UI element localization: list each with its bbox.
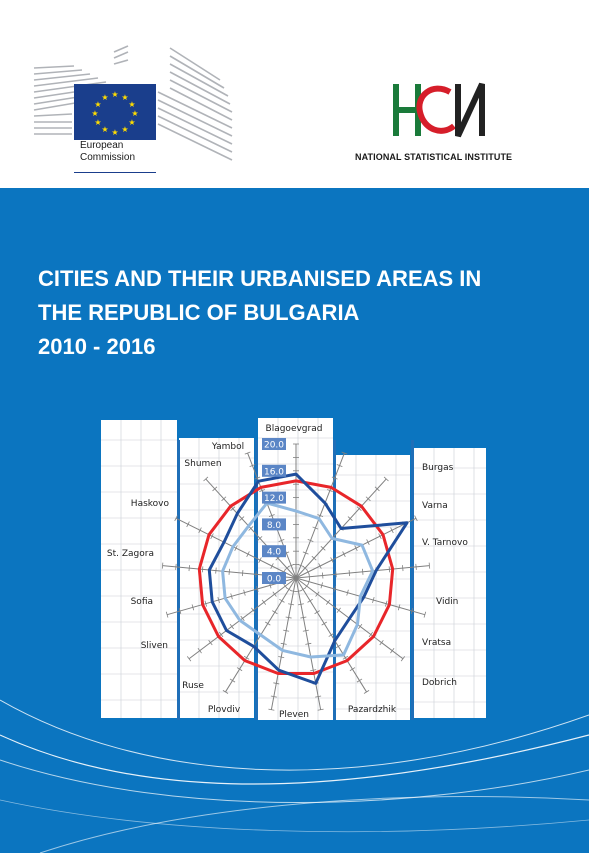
- tick-label: 12.0: [263, 494, 285, 505]
- ec-line2: Commission: [80, 152, 136, 163]
- category-label: Plovdiv: [207, 705, 241, 715]
- title-line-3: 2010 - 2016: [38, 334, 156, 359]
- ec-line1: European: [80, 140, 124, 151]
- wave-3: [0, 760, 589, 803]
- tick-label: 4.0: [266, 547, 282, 558]
- category-label: Ruse: [182, 681, 204, 691]
- category-label: V. Tarnovo: [422, 538, 468, 548]
- category-label: Varna: [422, 501, 448, 511]
- tick-label: 20.0: [263, 440, 285, 451]
- svg-text:★: ★: [94, 100, 102, 109]
- svg-text:★: ★: [131, 109, 139, 118]
- tick-label: 0.0: [266, 574, 282, 585]
- svg-text:★: ★: [121, 93, 129, 102]
- svg-text:★: ★: [111, 128, 119, 137]
- wave-2: [0, 700, 589, 770]
- category-label: Sofia: [130, 597, 153, 607]
- svg-text:★: ★: [128, 100, 136, 109]
- svg-text:★: ★: [111, 90, 119, 99]
- wave-4: [40, 797, 589, 853]
- tick-label: 16.0: [263, 467, 285, 478]
- category-label: Vratsa: [422, 638, 452, 648]
- svg-text:★: ★: [101, 125, 109, 134]
- svg-text:★: ★: [91, 109, 99, 118]
- category-label: St. Zagora: [106, 549, 154, 559]
- category-label: Blagoevgrad: [265, 424, 323, 434]
- title-line-1: CITIES AND THEIR URBANISED AREAS IN: [38, 266, 482, 291]
- svg-text:★: ★: [94, 118, 102, 127]
- nsi-name: NATIONAL STATISTICAL INSTITUTE: [355, 152, 513, 162]
- tick-label: 8.0: [266, 520, 282, 531]
- category-label: Vidin: [436, 597, 459, 607]
- category-label: Pleven: [278, 710, 310, 720]
- category-label: Burgas: [422, 463, 454, 473]
- category-label: Yambol: [211, 442, 245, 452]
- svg-text:★: ★: [128, 118, 136, 127]
- category-label: Haskovo: [130, 499, 169, 509]
- category-label: Shumen: [184, 459, 222, 469]
- category-label: Sliven: [140, 641, 168, 651]
- svg-text:★: ★: [101, 93, 109, 102]
- svg-text:★: ★: [121, 125, 129, 134]
- title-line-2: THE REPUBLIC OF BULGARIA: [38, 300, 360, 325]
- category-label: Pazardzhik: [347, 705, 397, 715]
- category-label: Dobrich: [422, 678, 458, 688]
